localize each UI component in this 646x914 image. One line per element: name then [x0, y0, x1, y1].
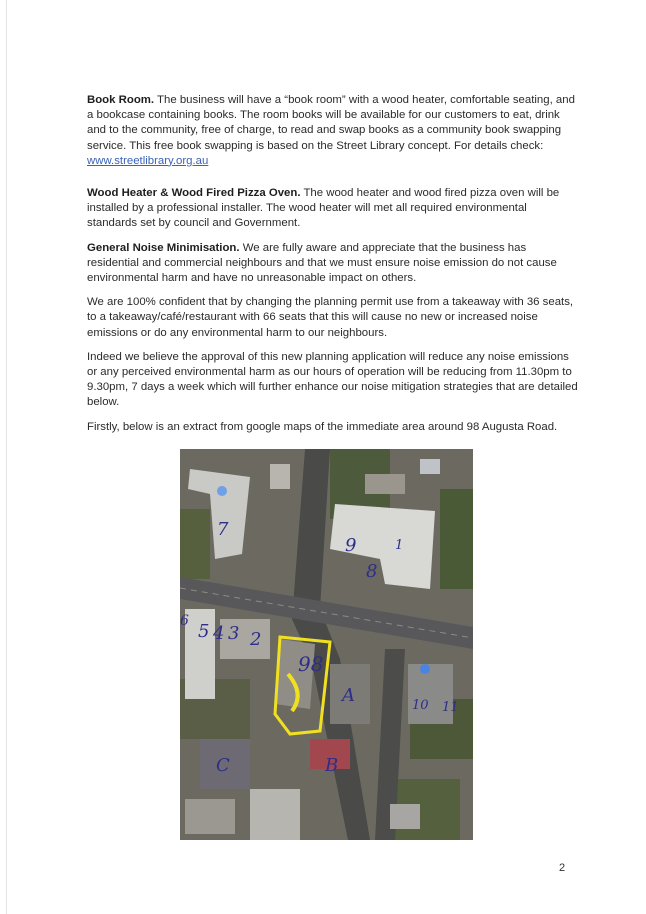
paragraph-indeed: Indeed we believe the approval of this new planning application will reduce any noise emissions or any perceived environmental harm as our hours of operation will be reducing from 11.30pm to 9.30pm, 7 days a week which will further enhance our noise mitigation strategies that are detailed below.: [87, 350, 578, 409]
street-library-link[interactable]: www.streetlibrary.org.au: [87, 154, 209, 167]
document-body: [87, 93, 579, 444]
map-label-1: 1: [395, 538, 404, 553]
map-label-7: 7: [217, 519, 229, 540]
text-wood-heater: The wood heater and wood fired pizza oven will be installed by a professional installer. The wood heater will met all required environmental standards set by council and Government.: [87, 187, 560, 230]
aerial-map-image: [180, 449, 473, 840]
map-label-c: C: [216, 755, 230, 776]
map-label-5: 5: [198, 621, 210, 642]
map-label-11: 11: [442, 700, 459, 715]
heading-book-room: Book Room.: [87, 94, 155, 106]
map-label-3: 3: [228, 623, 240, 644]
aerial-map: [180, 449, 473, 840]
page-number: 2: [559, 862, 566, 874]
map-label-2: 2: [250, 629, 262, 650]
map-label-8: 8: [366, 561, 378, 582]
text-noise: We are fully aware and appreciate that the business has residential and commercial neighbours and that we must ensure noise emission do not cause environmental harm and have no unreasonable impact on others.: [87, 241, 557, 285]
map-label-a: A: [342, 685, 355, 706]
paragraph-firstly: Firstly, below is an extract from google maps of the immediate area around 98 Augusta Road.: [87, 420, 558, 433]
map-label-site-98: 98: [298, 652, 324, 676]
paragraph-confident: We are 100% confident that by changing the planning permit use from a takeaway with 36 seats, to a takeaway/café/restaurant with 66 seats that this will cause no new or increased noise emissions or do any environmental harm to our neighbours.: [87, 296, 574, 339]
text-book-room: The business will have a “book room” with a wood heater, comfortable seating, and a bookcase containing books. The room books will be available for our customers to eat, drink and to the community, free of charge, to read and swap books as a community book swapping service. This free book swapping is based on the Street Library concept. For details check:: [87, 94, 575, 152]
map-label-b: B: [325, 755, 339, 776]
paragraph-wood-heater: [87, 186, 579, 232]
page-edge-line: [6, 0, 7, 914]
map-label-9: 9: [345, 535, 357, 556]
heading-noise: General Noise Minimisation.: [87, 241, 240, 254]
map-label-10: 10: [412, 698, 429, 713]
paragraph-noise: [87, 241, 579, 287]
paragraph-book-room: [87, 93, 579, 169]
map-label-6: 6: [180, 613, 189, 629]
heading-wood-heater: Wood Heater & Wood Fired Pizza Oven.: [87, 187, 301, 200]
map-label-4: 4: [213, 623, 225, 644]
